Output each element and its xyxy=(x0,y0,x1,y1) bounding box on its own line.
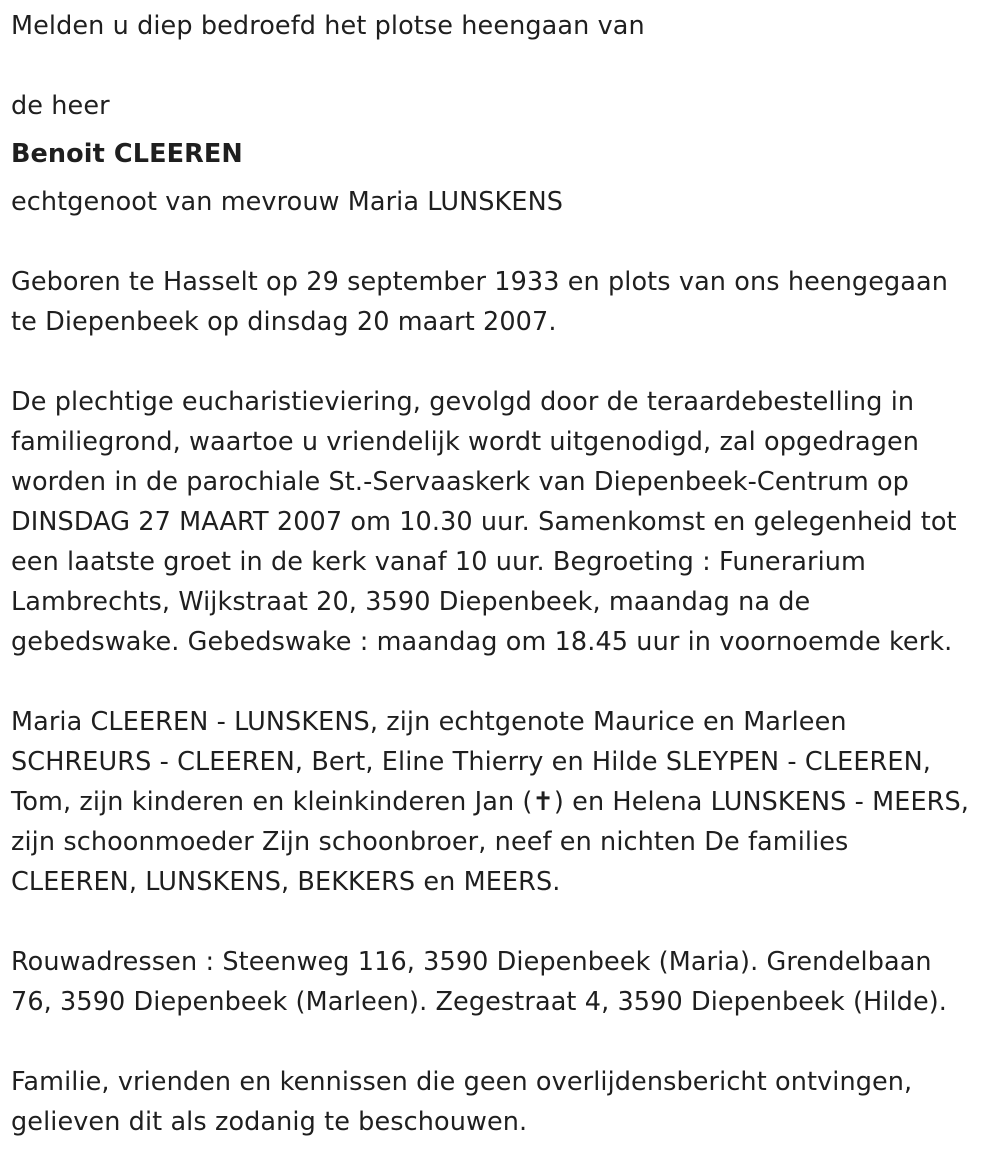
ceremony-line: De plechtige eucharistieviering, gevolgd door de teraardebestelling in xyxy=(11,387,915,417)
family-line: zijn schoonmoeder Zijn schoonbroer, neef en nichten De families xyxy=(11,827,849,857)
intro-line: Melden u diep bedroefd het plotse heengaan van xyxy=(11,11,645,41)
ceremony-line: worden in de parochiale St.-Servaaskerk van Diepenbeek-Centrum op xyxy=(11,467,909,497)
ceremony-line: DINSDAG 27 MAART 2007 om 10.30 uur. Samenkomst en gelegenheid tot xyxy=(11,507,957,537)
birth-death-line: te Diepenbeek op dinsdag 20 maart 2007. xyxy=(11,307,557,337)
closing-line: Familie, vrienden en kennissen die geen overlijdensbericht ontvingen, xyxy=(11,1067,913,1097)
family-line: Tom, zijn kinderen en kleinkinderen Jan (✝) en Helena LUNSKENS - MEERS, xyxy=(11,787,969,817)
spouse-line: echtgenoot van mevrouw Maria LUNSKENS xyxy=(11,187,564,217)
closing-line: gelieven dit als zodanig te beschouwen. xyxy=(11,1107,528,1137)
family-line: CLEEREN, LUNSKENS, BEKKERS en MEERS. xyxy=(11,867,561,897)
ceremony-line: een laatste groet in de kerk vanaf 10 uur. Begroeting : Funerarium xyxy=(11,547,866,577)
address-line: Rouwadressen : Steenweg 116, 3590 Diepenbeek (Maria). Grendelbaan xyxy=(11,947,932,977)
family-line: SCHREURS - CLEEREN, Bert, Eline Thierry en Hilde SLEYPEN - CLEEREN, xyxy=(11,747,931,777)
ceremony-line: familiegrond, waartoe u vriendelijk wordt uitgenodigd, zal opgedragen xyxy=(11,427,920,457)
ceremony-line: Lambrechts, Wijkstraat 20, 3590 Diepenbeek, maandag na de xyxy=(11,587,811,617)
salutation: de heer xyxy=(11,91,110,121)
birth-death-line: Geboren te Hasselt op 29 september 1933 en plots van ons heengegaan xyxy=(11,267,948,297)
ceremony-line: gebedswake. Gebedswake : maandag om 18.45 uur in voornoemde kerk. xyxy=(11,627,953,657)
address-line: 76, 3590 Diepenbeek (Marleen). Zegestraat 4, 3590 Diepenbeek (Hilde). xyxy=(11,987,947,1017)
deceased-name: Benoit CLEEREN xyxy=(11,139,243,169)
family-line: Maria CLEEREN - LUNSKENS, zijn echtgenote Maurice en Marleen xyxy=(11,707,847,737)
